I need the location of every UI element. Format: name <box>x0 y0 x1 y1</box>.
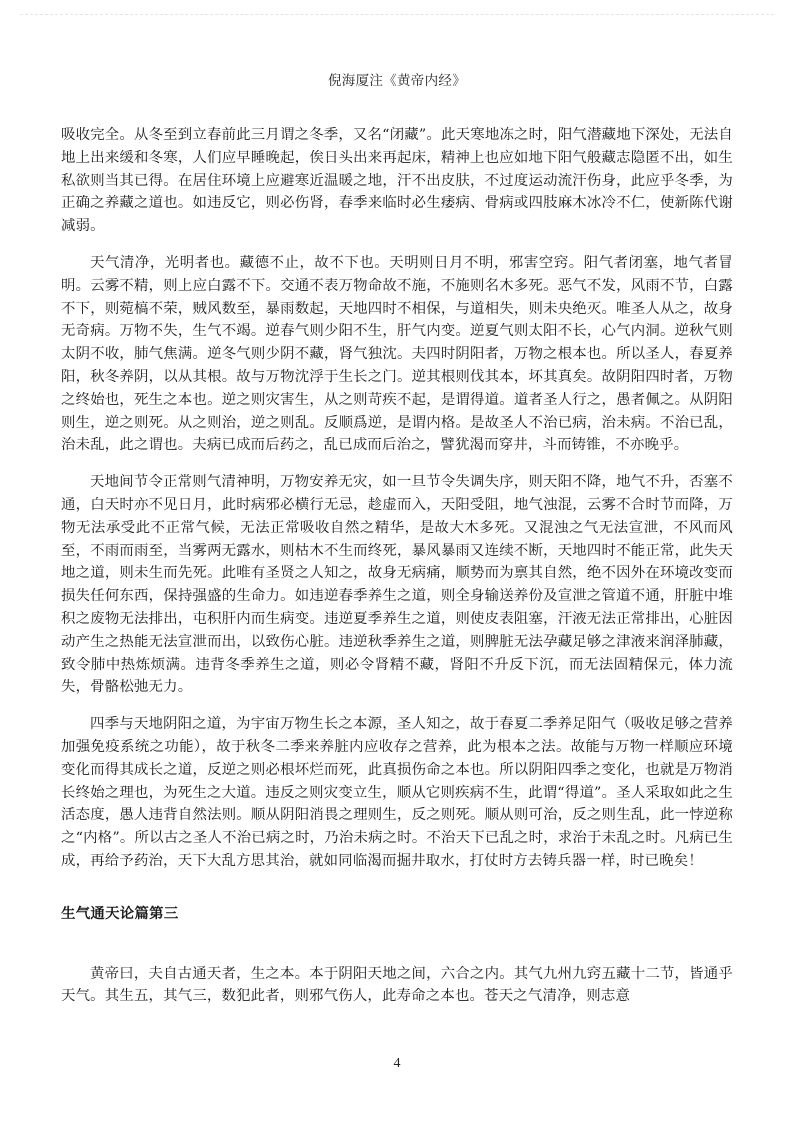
body-paragraph-2: 天气清净，光明者也。藏德不止，故不下也。天明则日月不明，邪害空窍。阳气者闭塞，地气者冒明。云雾不精，则上应白露不下。交通不表万物命故不施，不施则名木多死。恶气不发，风雨不节，白露不下，则菀槁不荣，贼风数至，暴雨数起，天地四时不相保，与道相失，则未央绝灭。唯圣人从之，故身无奇病。万物不失，生气不竭。逆春气则少阳不生，肝气内变。逆夏气则太阳不长，心气内洞。逆秋气则太阴不收，肺气焦满。逆冬气则少阴不藏，肾气独沈。夫四时阴阳者，万物之根本也。所以圣人，春夏养阳，秋冬养阴，以从其根。故与万物沈浮于生长之门。逆其根则伐其本，坏其真矣。故阴阳四时者，万物之终始也，死生之本也。逆之则灾害生，从之则苛疾不起，是谓得道。道者圣人行之，愚者佩之。从阴阳则生，逆之则死。从之则治，逆之则乱。反顺爲逆，是谓内格。是故圣人不治已病，治未病。不治已乱，治未乱，此之谓也。夫病已成而后药之，乱已成而后治之，譬犹渴而穿井，斗而铸锥，不亦晚乎。 <box>61 254 733 454</box>
body-paragraph-4: 四季与天地阴阳之道，为宇宙万物生长之本源，圣人知之，故于春夏二季养足阳气（吸收足够之营养加强免疫系统之功能），故于秋冬二季来养脏内应收存之营养，此为根本之法。故能与万物一样顺应环境变化而得其成长之道，反逆之则必根坏烂而死，此真损伤命之本也。所以阴阳四季之变化，也就是万物消长终始之理也，为死生之大道。违反之则灾变立生，顺从它则疾病不生，此谓“得道”。圣人采取如此之生活态度，愚人违背自然法则。顺从阴阳消畏之理则生，反之则死。顺从则可治，反之则生乱，此一悖逆称之“内格”。所以古之圣人不治已病之时，乃治未病之时。不治天下已乱之时，求治于未乱之时。凡病已生成，再给予药治，天下大乱方思其治，就如同临渴而掘井取水，打仗时方去铸兵器一样，时已晚矣！ <box>61 716 733 869</box>
page-body <box>61 124 733 1008</box>
section-title: 生气通天论篇第三 <box>61 905 179 922</box>
top-dashed-rule <box>20 14 774 15</box>
page-number: 4 <box>393 1056 401 1071</box>
running-header: 倪海厦注《黄帝内经》 <box>328 73 466 89</box>
body-paragraph-1: 吸收完全。从冬至到立春前此三月谓之冬季，又名“闭藏”。此天寒地冻之时，阳气潜藏地下深处，无法自地上出来缓和冬寒，人们应早睡晚起，俟日头出来再起床，精神上也应如地下阳气般藏志隐匿不出，如生私欲则当其已得。在居住环境上应避寒近温暖之地，汗不出皮肤，不过度运动流汗伤身，此应乎冬季，为正确之养藏之道也。如违反它，则必伤肾，春季来临时必生痿病、骨病或四肢麻木冰冷不仁，使新陈代谢减弱。 <box>61 127 733 235</box>
body-paragraph-3: 天地间节令正常则气清神明，万物安养无灾，如一旦节令失调失序，则天阳不降，地气不升，否塞不通，白天时亦不见日月，此时病邪必横行无忌，趁虚而入，天阳受阻，地气浊混，云雾不合时节而降，万物无法承受此不正常气候，无法正常吸收自然之精华，是故大木多死。又混浊之气无法宣泄，不风而风至，不雨而雨至，当雾两无露水，则枯木不生而终死，暴风暴雨又连续不断，天地四时不能正常，此失天地之道，则未生而先死。此唯有圣贤之人知之，故身无病痛，顺势而为禀其自然，绝不因外在环境改变而损失任何东西，保持强盛的生命力。如违逆春季养生之道，则全身输送养份及宣泄之管道不通，肝脏中堆积之废物无法排出，屯积肝内而生病变。违逆夏季养生之道，则使皮表阻塞，汗液无法正常排出，心脏因动产生之热能无法宣泄而出，以致伤心脏。违逆秋季养生之道，则脾脏无法孕藏足够之津液来润泽肺藏，致令肺中热炼烦满。违背冬季养生之道，则必令肾精不藏，肾阳不升反下沉，而无法固精保元，体力流失，骨骼松弛无力。 <box>61 474 733 696</box>
section-opening-paragraph: 黄帝曰，夫自古通天者，生之本。本于阴阳天地之间，六合之内。其气九州九窍五藏十二节，皆通乎天气。其生五，其气三，数犯此者，则邪气伤人，此寿命之本也。苍天之气清净，则志意 <box>61 965 733 1005</box>
